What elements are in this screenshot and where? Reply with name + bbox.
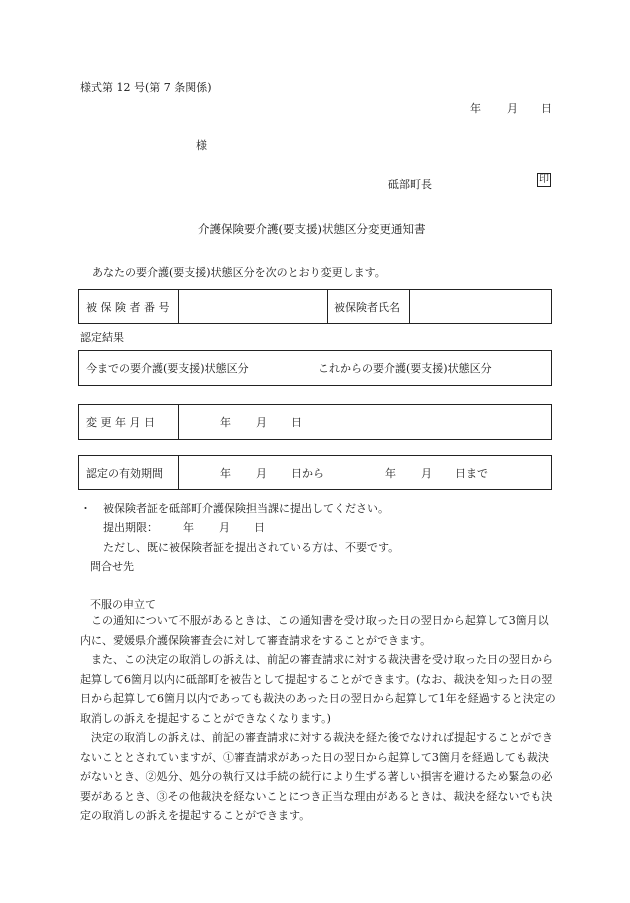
validity-from-day: 日から xyxy=(291,466,324,480)
new-status-label: これからの要介護(要支援)状態区分 xyxy=(318,362,492,375)
notice-bullet: ・ xyxy=(80,502,91,515)
change-date-month: 月 xyxy=(256,416,267,429)
deadline-month: 月 xyxy=(219,521,230,534)
exception-text: ただし、既に被保険者証を提出されている方は、不要です。 xyxy=(103,541,400,554)
validity-from-month: 月 xyxy=(256,466,267,480)
validity-label: 認定の有効期間 xyxy=(86,466,163,480)
change-date-day: 日 xyxy=(291,416,302,429)
change-date-label: 変 更 年 月 日 xyxy=(86,416,155,429)
issuer: 砥部町長 xyxy=(388,178,432,191)
insured-name-label: 被保険者氏名 xyxy=(334,300,400,314)
appeal-paragraph-2: また、この決定の取消しの訴えは、前記の審査請求に対する裁決書を受け取った日の翌日から起算して6箇月以内に砥部町を被告として提起することができます。(なお、裁決を知った日の翌日から起算して6箇月以内であっても裁決のあった日の翌日から起算して1年を経過すると決定の取消しの訴えを提起することができなくなります。) xyxy=(80,653,556,725)
appeal-paragraph-3: 決定の取消しの訴えは、前記の審査請求に対する裁決を経た後でなければ提起することができないこととされていますが、①審査請求があった日の翌日から起算して3箇月を経過しても裁決がないとき、②処分、処分の執行又は手続の続行により生ずる著しい損害を避けるため緊急の必要があるとき、③その他裁決を経ないことにつき正当な理由があるときは、裁決を経ないでも決定の取消しの訴えを提起することができます。 xyxy=(80,731,553,822)
notice-text: 被保険者証を砥部町介護保険担当課に提出してください。 xyxy=(103,502,389,515)
appeal-heading: 不服の申立て xyxy=(90,598,156,611)
addressee-suffix: 様 xyxy=(196,139,207,152)
date-month: 月 xyxy=(507,102,518,115)
insured-number-label: 被 保 険 者 番 号 xyxy=(86,300,170,314)
validity-to-year: 年 xyxy=(385,466,396,480)
page-title: 介護保険要介護(要支援)状態区分変更通知書 xyxy=(198,222,426,236)
deadline-day: 日 xyxy=(254,521,265,534)
insured-table xyxy=(78,289,552,324)
validity-to-month: 月 xyxy=(421,466,432,480)
previous-status-label: 今までの要介護(要支援)状態区分 xyxy=(86,362,249,375)
deadline-label: 提出期限： xyxy=(103,521,158,534)
validity-table xyxy=(78,455,552,490)
result-heading: 認定結果 xyxy=(80,331,124,344)
appeal-paragraph-1: この通知について不服があるときは、この通知書を受け取った日の翌日から起算して3箇月以内に、愛媛県介護保険審査会に対して審査請求をすることができます。 xyxy=(80,614,549,647)
contact-label: 問合せ先 xyxy=(90,560,134,573)
intro-text: あなたの要介護(要支援)状態区分を次のとおり変更します。 xyxy=(92,266,386,279)
status-table xyxy=(78,350,552,386)
validity-from-year: 年 xyxy=(220,466,231,480)
change-date-year: 年 xyxy=(220,416,231,429)
date-day: 日 xyxy=(541,102,552,115)
form-number: 様式第 12 号(第 7 条関係) xyxy=(80,81,212,94)
seal-stamp: 印 xyxy=(539,174,549,185)
validity-to-day: 日まで xyxy=(455,466,488,480)
change-date-table xyxy=(78,404,552,440)
date-year: 年 xyxy=(470,102,481,115)
deadline-year: 年 xyxy=(183,521,194,534)
appeal-body xyxy=(80,611,556,826)
